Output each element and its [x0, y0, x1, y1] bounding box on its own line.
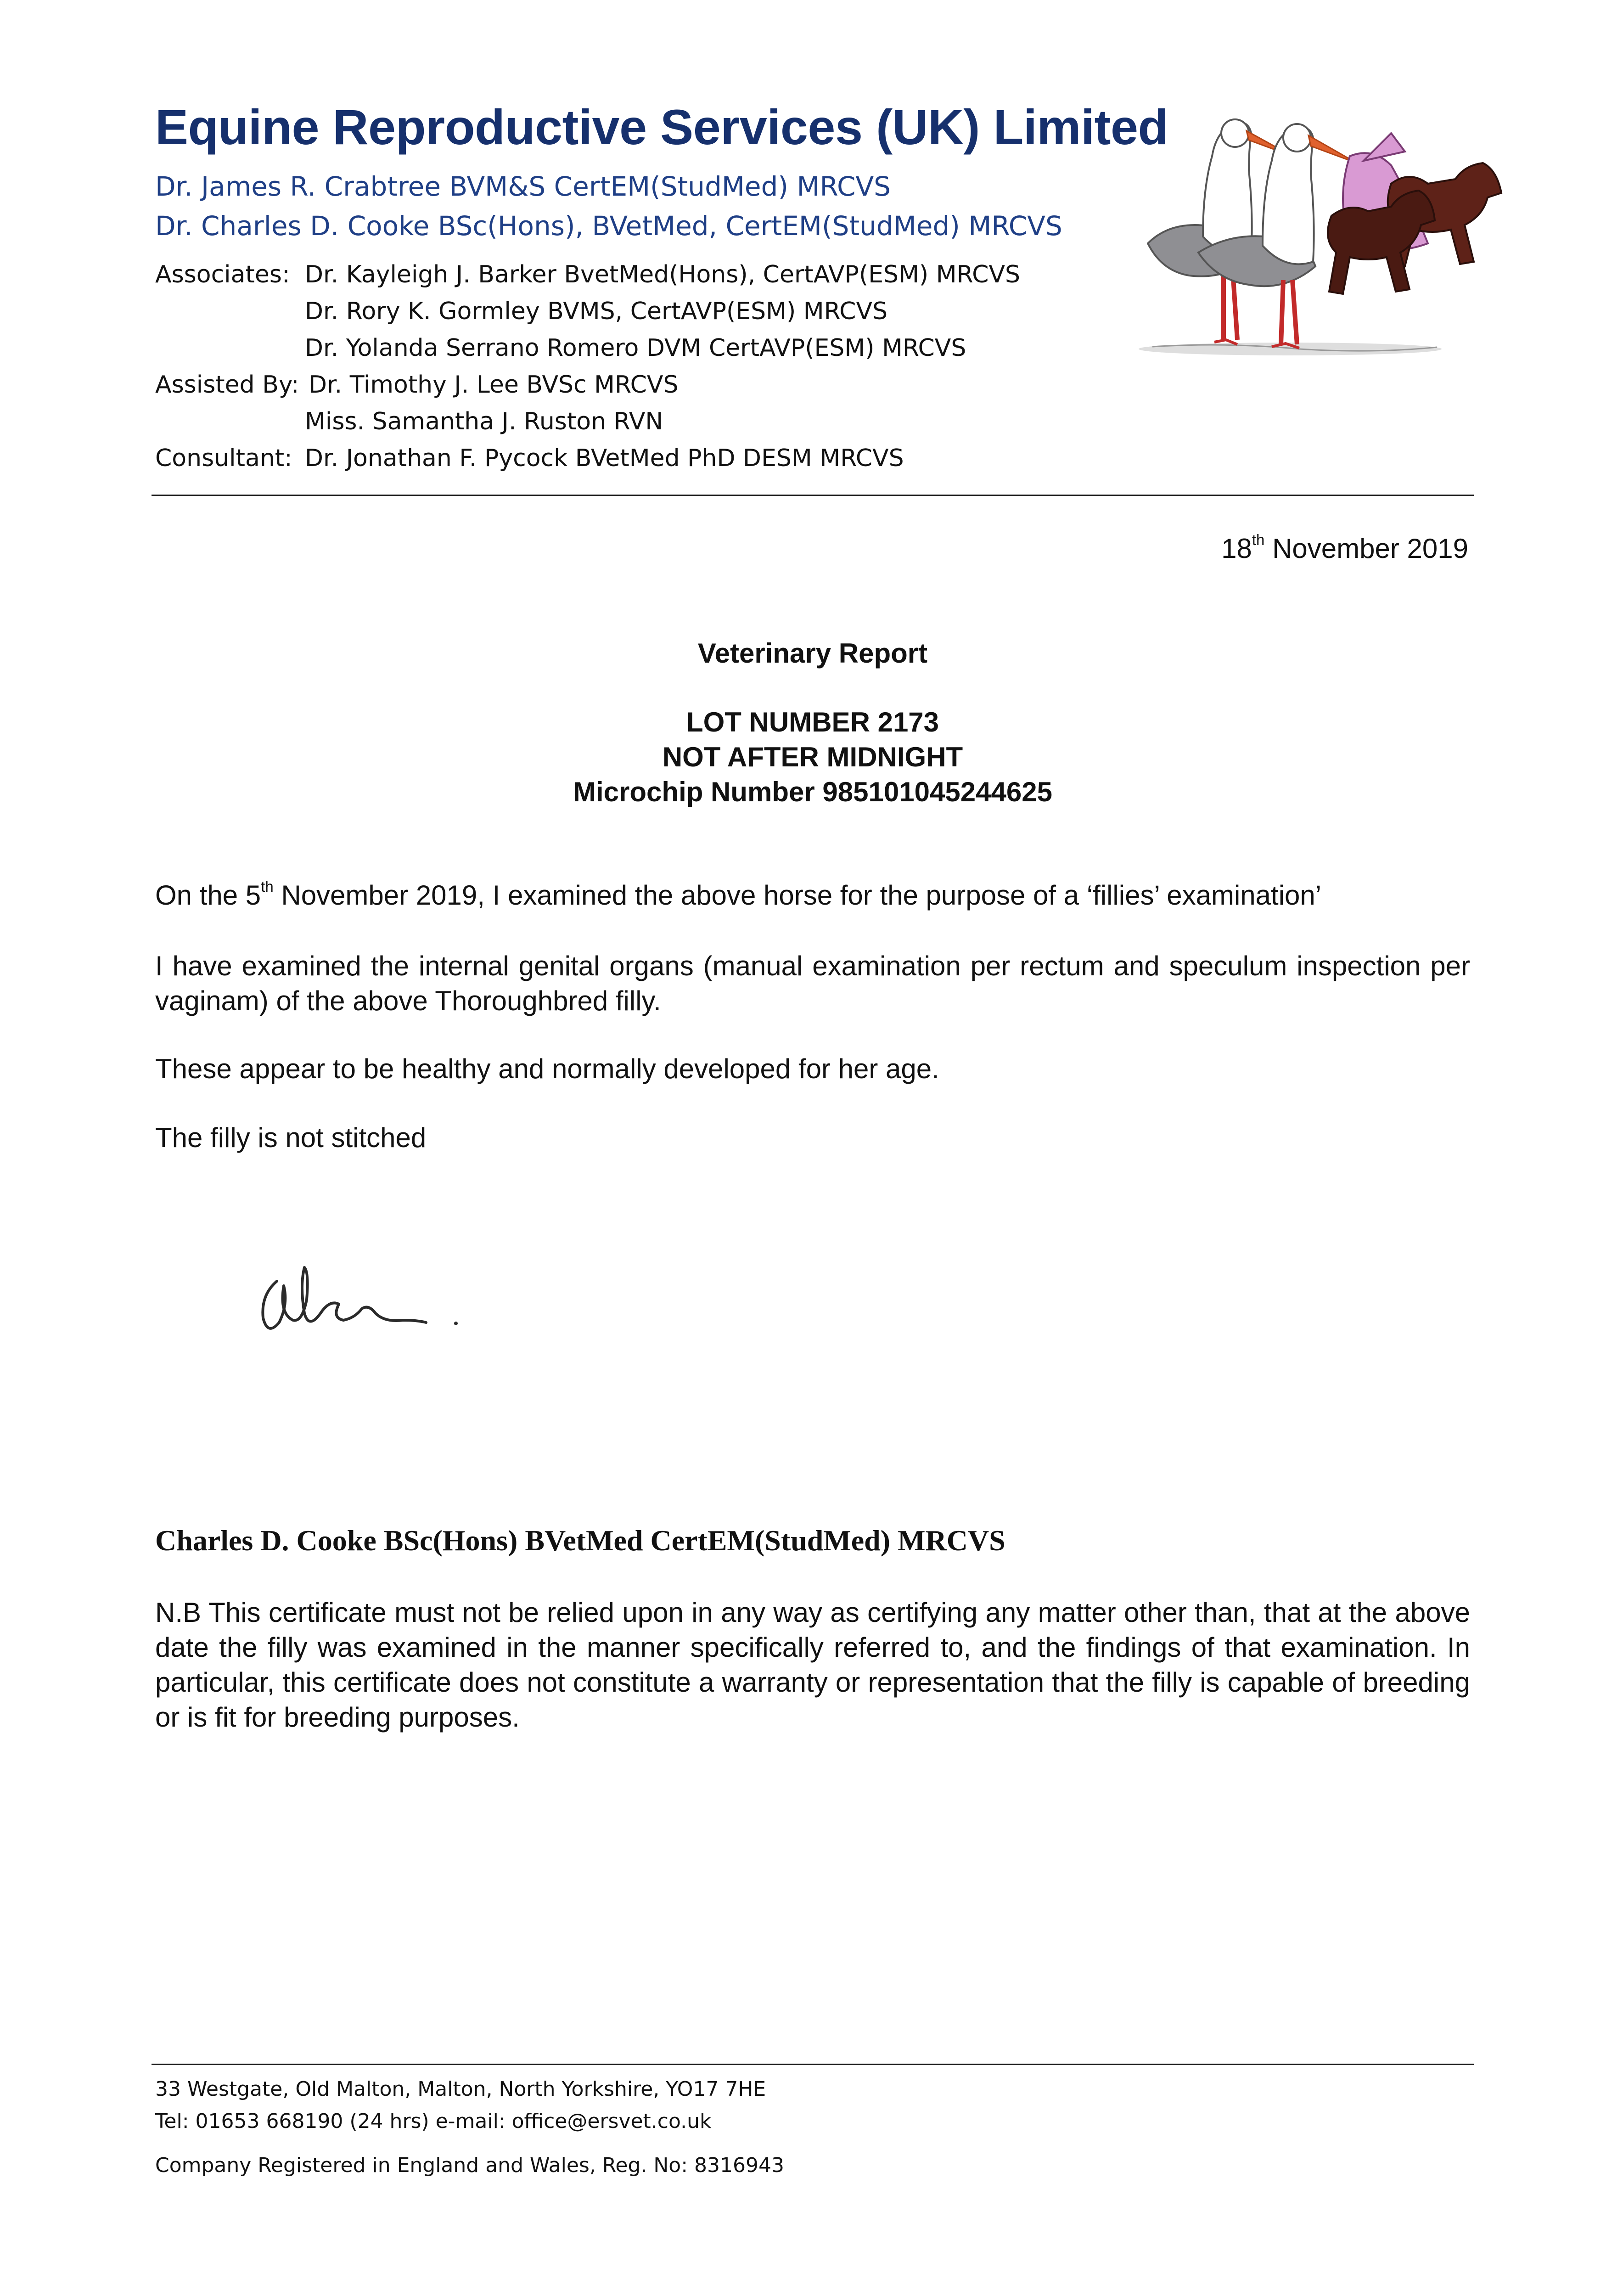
staff-name: Dr. Kayleigh J. Barker BvetMed(Hons), CertAVP(ESM) MRCVS: [305, 261, 1021, 288]
footer-contact: Tel: 01653 668190 (24 hrs) e-mail: office@ersvet.co.uk: [155, 2110, 712, 2133]
principal-vet-2: Dr. Charles D. Cooke BSc(Hons), BVetMed, CertEM(StudMed) MRCVS: [155, 210, 1062, 242]
header-divider: [152, 495, 1474, 496]
staff-role-label: Assisted By:: [155, 371, 299, 399]
staff-name: Dr. Jonathan F. Pycock BVetMed PhD DESM MRCVS: [305, 445, 904, 472]
staff-name: Dr. Yolanda Serrano Romero DVM CertAVP(ESM) MRCVS: [305, 334, 966, 362]
principal-vet-1: Dr. James R. Crabtree BVM&S CertEM(StudMed) MRCVS: [155, 171, 891, 202]
para1-suffix: th: [261, 878, 274, 895]
para1-pre: On the 5: [155, 880, 261, 911]
stitched-paragraph: The filly is not stitched: [155, 1122, 427, 1153]
report-date: [1221, 533, 1468, 564]
footer-registration: Company Registered in England and Wales, Reg. No: 8316943: [155, 2154, 784, 2177]
staff-role-label: Associates:: [155, 261, 290, 288]
staff-name: Dr. Timothy J. Lee BVSc MRCVS: [309, 371, 679, 399]
examination-paragraph: [155, 878, 1470, 913]
lot-number: LOT NUMBER 2173: [686, 707, 939, 737]
staff-name: Miss. Samantha J. Ruston RVN: [305, 408, 663, 435]
horse-name: NOT AFTER MIDNIGHT: [662, 742, 963, 772]
microchip-number: Microchip Number 985101045244625: [573, 777, 1052, 807]
date-rest: November 2019: [1264, 533, 1468, 564]
report-title: Veterinary Report: [697, 638, 928, 669]
company-name: Equine Reproductive Services (UK) Limited: [155, 99, 1168, 155]
footer-address: 33 Westgate, Old Malton, Malton, North Yorkshire, YO17 7HE: [155, 2077, 766, 2101]
health-paragraph: These appear to be healthy and normally developed for her age.: [155, 1053, 939, 1084]
para1-post: November 2019, I examined the above horse for the purpose of a ‘fillies’ examination’: [273, 880, 1322, 911]
organs-paragraph: I have examined the internal genital organs (manual examination per rectum and speculum inspection per vaginam) of the above Thoroughbred filly.: [155, 951, 1470, 1016]
date-suffix: th: [1252, 531, 1265, 549]
date-day: 18: [1221, 533, 1252, 564]
signature-icon: [252, 1244, 467, 1355]
footer-divider: [152, 2064, 1474, 2065]
disclaimer-paragraph: N.B This certificate must not be relied upon in any way as certifying any matter other than, that at the above date the filly was examined in the manner specifically referred to, and the findings of that examination. In particular, this certificate does not constitute a warranty or representation that the filly is capable of breeding or is fit for breeding purposes.: [155, 1597, 1470, 1733]
staff-role-label: Consultant:: [155, 445, 292, 472]
staff-name: Dr. Rory K. Gormley BVMS, CertAVP(ESM) MRCVS: [305, 298, 888, 325]
storks-with-foals-logo-icon: [1134, 78, 1538, 363]
signatory-name: Charles D. Cooke BSc(Hons) BVetMed CertEM(StudMed) MRCVS: [155, 1524, 1005, 1557]
